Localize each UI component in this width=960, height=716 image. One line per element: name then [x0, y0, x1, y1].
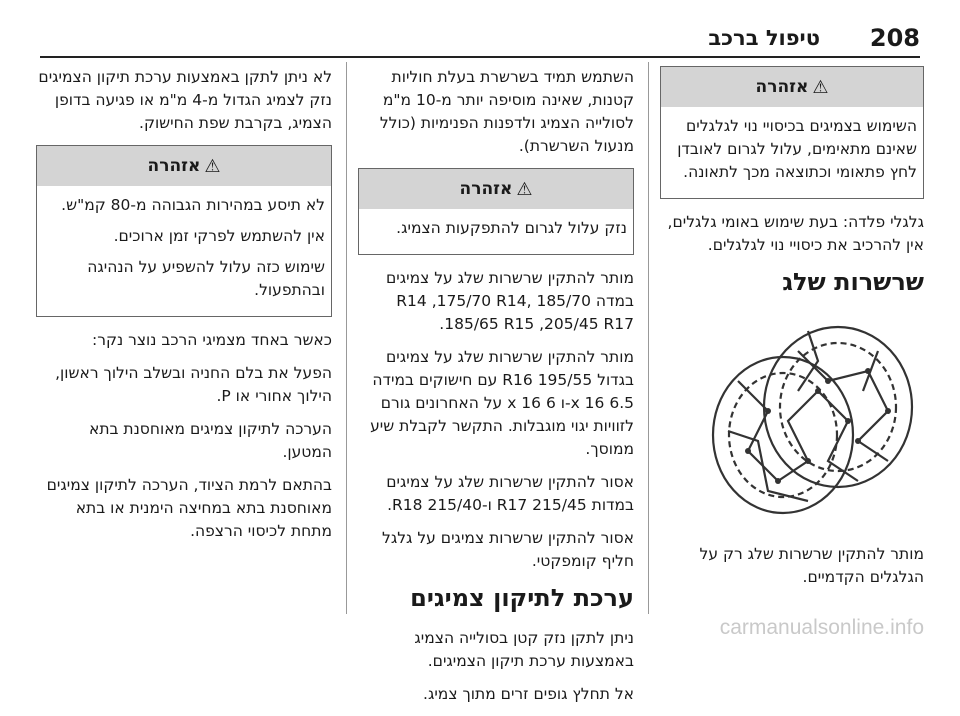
warning-title: אזהרה [755, 76, 809, 97]
puncture-intro: כאשר באחד מצמיגי הרכב נוצר נקר: [92, 331, 332, 349]
warning-header [661, 67, 923, 107]
parking-brake-step: הפעל את בלם החניה ובשלב הילוך ראשון, הילוך אחורי או P. [55, 364, 332, 405]
section-title: טיפול ברכב [708, 26, 820, 50]
warning-text: השימוש בצמיגים בכיסויי נוי לגלגלים שאינם מתאימים, עלול לגרום לאובדן לחץ פתאומי וכתוצאה מכך לתאונה. [677, 117, 917, 181]
kit-location-trunk: הערכה לתיקון צמיגים מאוחסנת בתא המטען. [88, 420, 332, 461]
column-divider-left [346, 62, 347, 614]
foreign-objects-note: אל תחלץ גופים זרים מתוך צמיג. [423, 685, 634, 703]
warning-text: נזק עלול לגרום להתפקעות הצמיג. [396, 219, 627, 237]
warning-body [661, 107, 923, 198]
column-middle [358, 66, 634, 716]
snow-chain-illustration [688, 311, 924, 533]
watermark: carmanualsonline.info [719, 616, 924, 639]
column-left [36, 66, 332, 553]
chain-size-note: השתמש תמיד בשרשרת בעלת חוליות קטנות, שאינה מוסיפה יותר מ-10 מ"מ לסולייה הצמיג ולדפנות הפנימיות (כולל מנעול השרשרת). [379, 68, 634, 155]
warning-triangle-icon: ⚠ [204, 155, 221, 177]
warning-title: אזהרה [147, 155, 201, 176]
warning-title: אזהרה [459, 178, 513, 199]
warning-box-speed [36, 145, 332, 317]
warning-body [359, 209, 633, 254]
compact-spare-note: אסור להתקין שרשרות צמיגים על גלגל חליף קומפקטי. [382, 529, 634, 570]
warning-text-handling: שימוש כזה עלול להשפיע על הנהיגה ובהתפעול. [87, 258, 325, 299]
repair-kit-intro: ניתן לתקן נזק קטן בסולייה הצמיג באמצעות ערכת תיקון הצמיגים. [414, 629, 634, 670]
repair-limits-note: לא ניתן לתקן באמצעות ערכת תיקון הצמיגים נזק לצמיג הגדול מ-4 מ"מ או פגיעה בדופן הצמיג, בקרבת שפת החישוק. [38, 68, 332, 132]
warning-text-speed: לא תיסע במהירות הגבוהה מ-80 קמ"ש. [61, 196, 325, 214]
heading-tire-repair-kit: ערכת לתיקון צמיגים [410, 584, 634, 612]
warning-triangle-icon: ⚠ [516, 178, 533, 200]
allowed-sizes-2: מותר להתקין שרשרות שלג על צמיגים בגדול 195/55 R16 עם חישוקים במידה 6.5 x 16-ו 6 x 16 על האחרונים גורם לזוויות יגוי מוגבלות. התקשר לקבלת שיע ממוסך. [370, 348, 634, 458]
snow-chain-drawing [688, 311, 924, 533]
column-right [660, 66, 924, 589]
warning-triangle-icon: ⚠ [812, 76, 829, 98]
forbidden-sizes: אסור להתקין שרשרות שלג על צמיגים במדות 215/45 R17 ו-215/40 R18. [386, 473, 634, 514]
warning-text-duration: אין להשתמש לפרקי זמן ארוכים. [113, 227, 325, 245]
warning-header [37, 146, 331, 186]
page-header [40, 24, 920, 58]
header-rule [40, 56, 920, 58]
warning-box-tire-burst [358, 168, 634, 255]
page-number: 208 [869, 24, 920, 52]
allowed-sizes-1: מותר להתקין שרשרות שלג על צמיגים במדה 185/70 R14 ,175/70 R14, 185/65 R15 ,205/45 R17. [385, 269, 634, 333]
warning-header [359, 169, 633, 209]
snow-chain-caption: מותר להתקין שרשרות שלג רק על הגלגלים הקדמיים. [699, 545, 924, 586]
warning-body [37, 186, 331, 316]
column-divider-right [648, 62, 649, 614]
warning-box-wheel-covers [660, 66, 924, 199]
kit-location-alt: בהתאם לרמת הציוד, הערכה לתיקון צמיגים מאוחסנת בתא במחיצה הימנית או בתא מתחת לכיסוי הרצפה. [46, 476, 332, 540]
steel-wheels-note: גלגלי פלדה: בעת שימוש באומי גלגלים, אין להרכיב את כיסויי נוי לגלגלים. [667, 213, 924, 254]
heading-snow-chains: שרשרות שלג [782, 268, 924, 296]
